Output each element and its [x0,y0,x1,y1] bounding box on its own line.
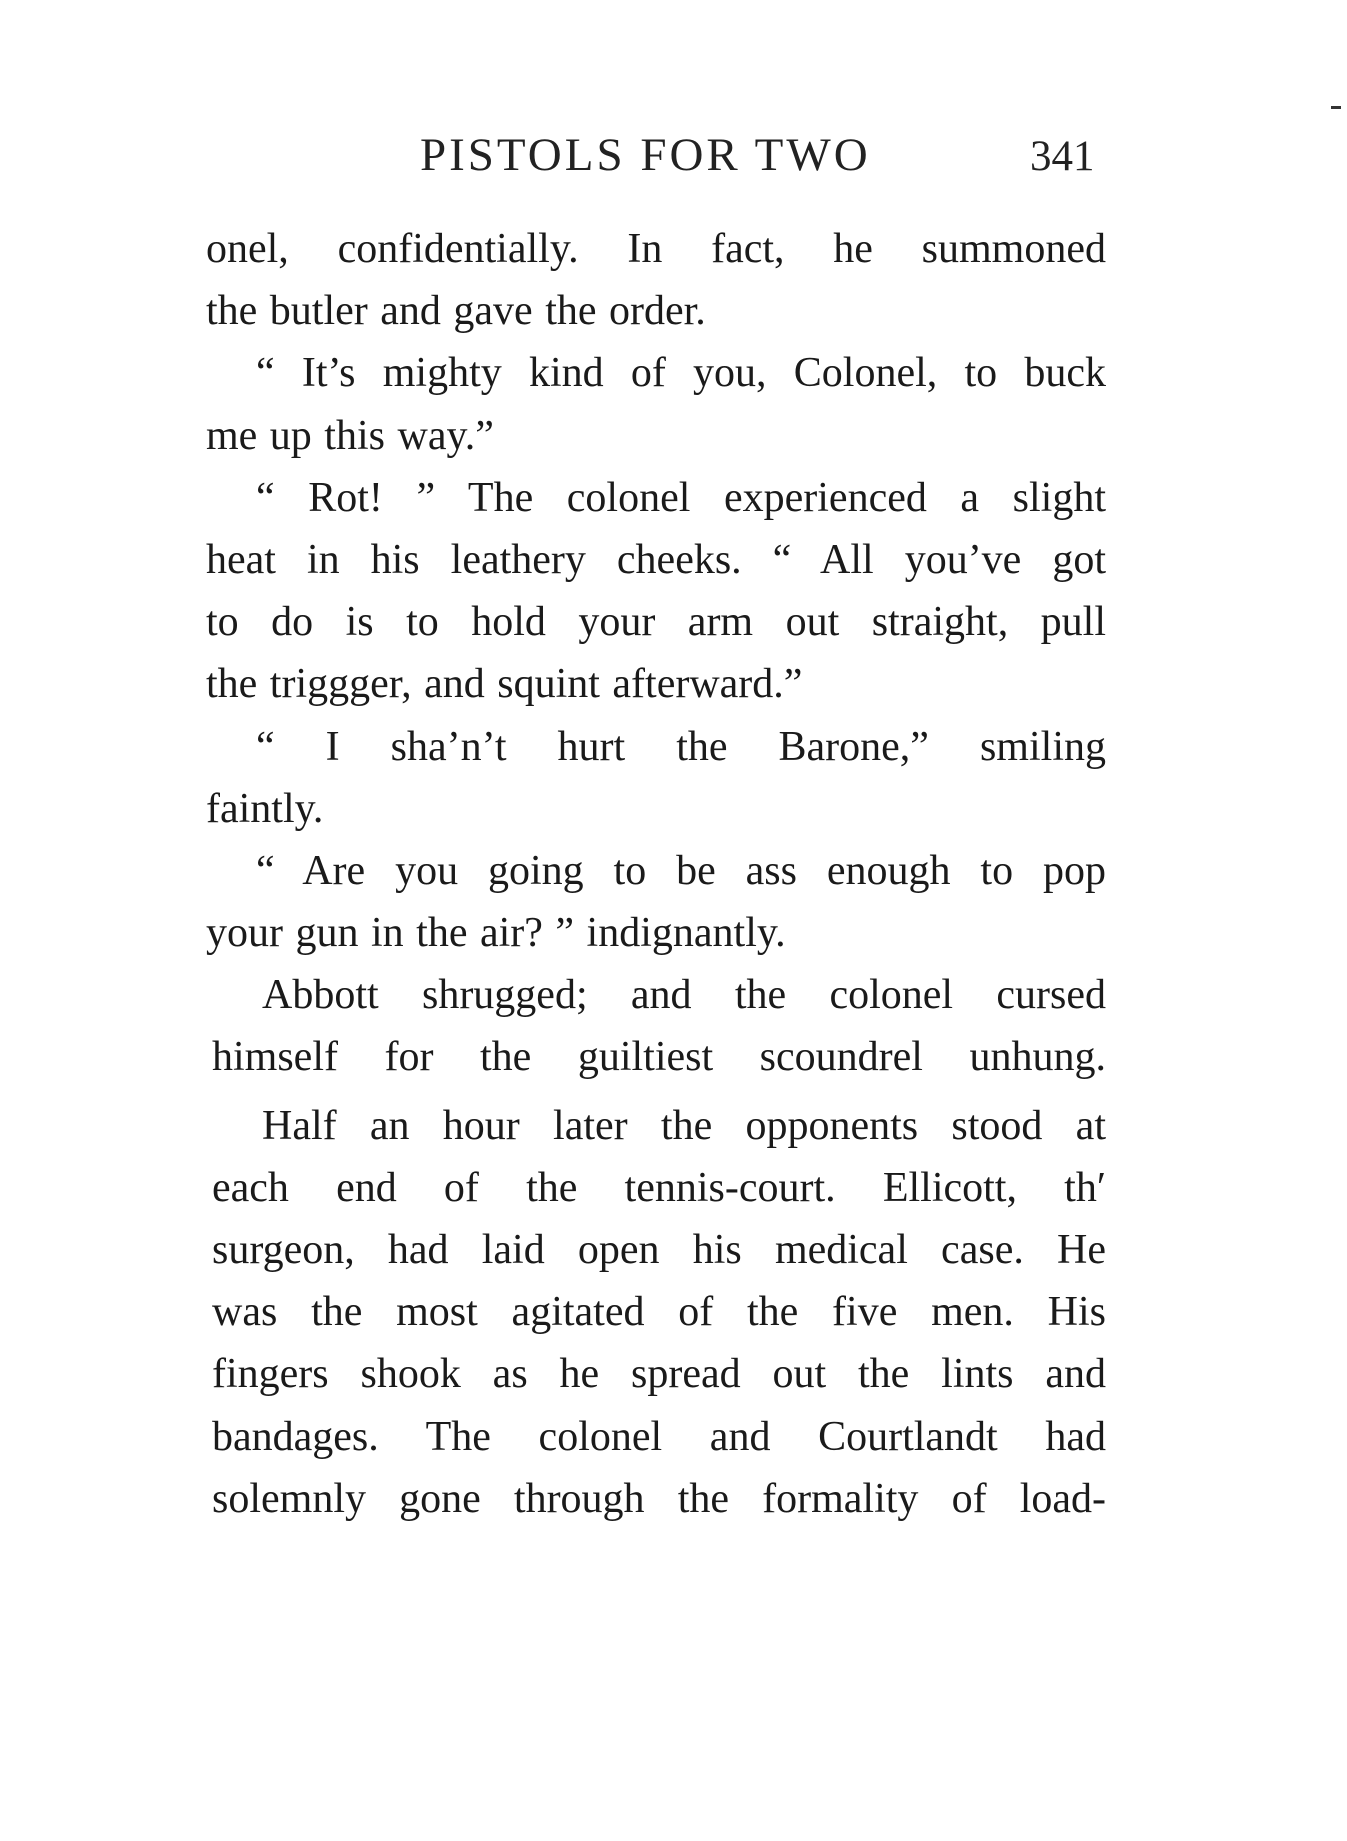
text-line: bandages. The colonel and Courtlandt had [212,1413,1106,1460]
text-line: Half an hour later the opponents stood at [262,1102,1106,1149]
text-line: your gun in the air? ” indignantly. [206,910,786,957]
page-header [420,128,1120,188]
text-line: himself for the guiltiest scoundrel unhung. [212,1034,1106,1081]
text-line: was the most agitated of the five men. His [212,1289,1106,1336]
text-line: me up this way.” [206,412,494,459]
text-line: solemnly gone through the formality of load- [212,1475,1106,1522]
text-line: surgeon, had laid open his medical case. He [212,1227,1106,1273]
text-line: faintly. [206,785,324,832]
text-line: “ I sha’n’t hurt the Barone,” smiling [256,723,1106,770]
running-head: PISTOLS FOR TWO [420,129,871,181]
text-line: heat in his leathery cheeks. “ All you’ve got [206,536,1106,583]
body-text [206,218,1106,1530]
text-line: “ Rot! ” The colonel experienced a slight [256,474,1106,521]
page-edge-mark [1331,106,1341,109]
page-number: 341 [1030,133,1095,180]
text-line: “ Are you going to be ass enough to pop [256,847,1106,894]
text-line: onel, confidentially. In fact, he summoned [206,226,1106,272]
text-line: to do is to hold your arm out straight, pull [206,599,1106,646]
text-line: fingers shook as he spread out the lints and [212,1351,1106,1398]
text-line: Abbott shrugged; and the colonel cursed [262,972,1106,1019]
text-line: “ It’s mighty kind of you, Colonel, to buck [256,350,1106,397]
text-line: the triggger, and squint afterward.” [206,661,803,708]
text-line: the butler and gave the order. [206,288,706,335]
text-line: each end of the tennis-court. Ellicott, th′ [212,1164,1106,1211]
